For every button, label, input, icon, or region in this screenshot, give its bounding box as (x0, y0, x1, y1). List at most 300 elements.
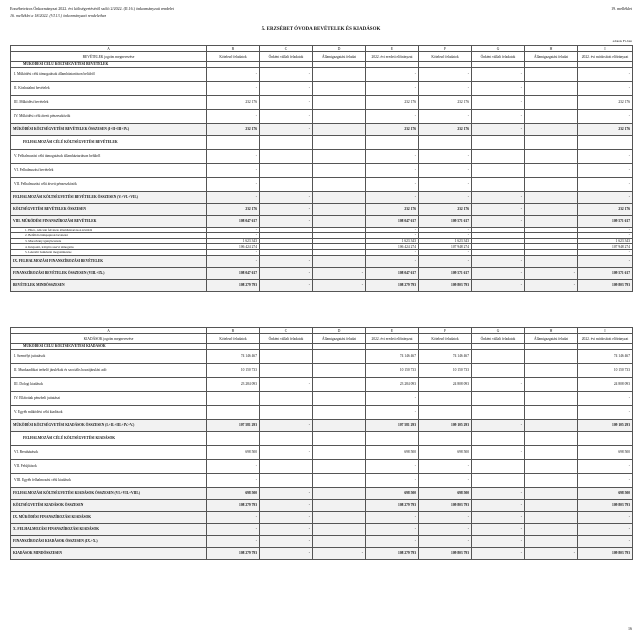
cell-value (472, 177, 525, 191)
cell-value: - (472, 419, 525, 431)
cell-value: 1 623 343 (207, 238, 260, 244)
cell-value: 10 150 733 (419, 363, 472, 377)
cell-value (525, 177, 578, 191)
column-letter: D (313, 46, 366, 52)
cell-value: 109 105 293 (419, 419, 472, 431)
cell-value: - (366, 459, 419, 473)
cell-value: - (366, 473, 419, 487)
cell-value (525, 487, 578, 499)
cell-value (313, 431, 366, 445)
cell-value: - (578, 149, 633, 163)
cell-value: 232 176 (578, 203, 633, 215)
cell-value: 232 176 (419, 95, 472, 109)
column-letter: G (472, 328, 525, 334)
cell-value: 232 176 (578, 123, 633, 135)
column-letter: A (11, 46, 207, 52)
cell-value (313, 191, 366, 203)
cell-value (472, 349, 525, 363)
column-header: Önként vállalt feladatok (260, 334, 313, 344)
cell-value: 24 808 093 (578, 377, 633, 391)
cell-value: 107 581 293 (366, 419, 419, 431)
cell-value: - (472, 523, 525, 535)
cell-value: - (472, 109, 525, 123)
column-header: KIADÁSOK jogcím megnevezése (11, 334, 207, 344)
cell-value (525, 363, 578, 377)
cell-value: 698 500 (207, 487, 260, 499)
row-label: FELHALMOZÁSI KÖLTSÉGVETÉSI KIADÁSOK ÖSSZESEN (VI.+VII.+VIII.) (11, 487, 207, 499)
cell-value (207, 405, 260, 419)
row-label: 1. Hitel-, kölcsön felvétele államháztartáson kívülről (11, 227, 207, 233)
cell-value: 108 047 617 (207, 215, 260, 227)
cell-value: 232 176 (578, 95, 633, 109)
row-label: III. Dologi kiadások (11, 377, 207, 391)
table-row (11, 191, 633, 203)
cell-value: 698 500 (366, 487, 419, 499)
cell-value (419, 431, 472, 445)
cell-value (260, 363, 313, 377)
cell-value (260, 177, 313, 191)
row-label: KÖLTSÉGVETÉSI BEVÉTELEK ÖSSZESEN (11, 203, 207, 215)
cell-value (313, 203, 366, 215)
header-line-1: Erzsébetváros Önkormányzat 2022. évi költségvetéséről szóló 2/2022. (II.16.) önkormányzati rendelet (10, 6, 174, 11)
cell-value (207, 135, 260, 149)
cell-value: 698 500 (207, 445, 260, 459)
cell-value: 232 176 (366, 123, 419, 135)
cell-value: - (366, 163, 419, 177)
cell-value: - (419, 191, 472, 203)
cell-value: - (366, 67, 419, 81)
cell-value (313, 377, 366, 391)
cell-value: - (260, 267, 313, 279)
cell-value: - (260, 445, 313, 459)
cell-value: - (419, 233, 472, 239)
cell-value: - (419, 473, 472, 487)
cell-value: - (578, 405, 633, 419)
table-row (11, 95, 633, 109)
cell-value (525, 511, 578, 523)
cell-value: - (207, 149, 260, 163)
cell-value: - (472, 547, 525, 559)
cell-value: - (472, 191, 525, 203)
cell-value: - (260, 123, 313, 135)
expense-table (10, 327, 633, 560)
table-row (11, 405, 633, 419)
cell-value: - (366, 191, 419, 203)
row-label: VII. Felhalmozási célú átvett pénzeszközök (11, 177, 207, 191)
cell-value (525, 535, 578, 547)
cell-value (525, 499, 578, 511)
column-letter: F (419, 328, 472, 334)
cell-value: 108 279 793 (366, 499, 419, 511)
header-line-2: 16. melléklet a 18/2022. (VI.13.) önkormányzati rendelethez (10, 13, 107, 18)
cell-value (313, 67, 366, 81)
table-row (11, 67, 633, 81)
column-letter: I (578, 328, 633, 334)
cell-value: - (472, 255, 525, 267)
row-label: IV. Működési célú átvett pénzeszközök (11, 109, 207, 123)
cell-value (419, 391, 472, 405)
cell-value: - (260, 535, 313, 547)
row-label: VI. Felhalmozási bevételek (11, 163, 207, 177)
cell-value: 1 623 343 (578, 238, 633, 244)
cell-value: - (525, 279, 578, 291)
row-label: 3. Maradvány igénybevétele (11, 238, 207, 244)
cell-value (260, 405, 313, 419)
page-title: 5. ERZSÉBET ÓVODA BEVÉTELEK ÉS KIADÁSOK (261, 27, 381, 32)
table-row (11, 419, 633, 431)
cell-value: 109 571 617 (419, 267, 472, 279)
table-row (11, 267, 633, 279)
cell-value (525, 419, 578, 431)
cell-value (525, 123, 578, 135)
cell-value: - (366, 109, 419, 123)
cell-value (260, 163, 313, 177)
cell-value (313, 419, 366, 431)
table-row (11, 547, 633, 559)
cell-value (313, 135, 366, 149)
cell-value: 108 047 617 (207, 267, 260, 279)
table-row (11, 109, 633, 123)
cell-value: - (419, 163, 472, 177)
cell-value: - (260, 419, 313, 431)
cell-value (313, 255, 366, 267)
cell-value (525, 391, 578, 405)
cell-value: 108 279 793 (207, 279, 260, 291)
cell-value: - (472, 499, 525, 511)
cell-value (260, 473, 313, 487)
cell-value: - (260, 523, 313, 535)
table-row (11, 363, 633, 377)
column-letter: B (207, 46, 260, 52)
cell-value (472, 363, 525, 377)
cell-value (525, 349, 578, 363)
column-header-row (11, 334, 633, 344)
cell-value: - (366, 405, 419, 419)
column-letter: C (260, 46, 313, 52)
cell-value (313, 363, 366, 377)
cell-value: - (366, 177, 419, 191)
cell-value: 109 571 617 (419, 215, 472, 227)
row-label: KÖLTSÉGVETÉSI KIADÁSOK ÖSSZESEN (11, 499, 207, 511)
table-row (11, 523, 633, 535)
cell-value: 109 803 793 (578, 547, 633, 559)
cell-value (313, 511, 366, 523)
row-label: 2. Belföldi értékpapírok bevételei (11, 233, 207, 239)
cell-value: - (472, 215, 525, 227)
cell-value: - (419, 81, 472, 95)
cell-value (313, 473, 366, 487)
row-label: MŰKÖDÉSI KÖLTSÉGVETÉSI BEVÉTELEK ÖSSZESEN (I+II+III+IV.) (11, 123, 207, 135)
table-row (11, 487, 633, 499)
cell-value: - (313, 279, 366, 291)
cell-value: - (578, 191, 633, 203)
cell-value: 1 623 343 (366, 238, 419, 244)
table-row (11, 445, 633, 459)
cell-value: - (260, 511, 313, 523)
row-label: II. Munkaadókat terhelő járulékok és szociális hozzájárulási adó (11, 363, 207, 377)
cell-value: - (472, 377, 525, 391)
cell-value (472, 431, 525, 445)
cell-value: - (419, 227, 472, 233)
cell-value: 109 105 293 (578, 419, 633, 431)
table-row (11, 123, 633, 135)
row-label: I. Működési célú támogatások államháztartáson belülről (11, 67, 207, 81)
cell-value (313, 95, 366, 109)
cell-value: - (578, 535, 633, 547)
cell-value: 232 176 (419, 203, 472, 215)
column-letter: H (525, 328, 578, 334)
cell-value (207, 391, 260, 405)
cell-value (419, 405, 472, 419)
cell-value (313, 535, 366, 547)
column-header: 2022. évi eredeti előirányzat (366, 52, 419, 62)
column-header: Kötelező feladatok (419, 334, 472, 344)
table-row (11, 135, 633, 149)
row-label: VIII. Egyéb felhalmozási célú kiadások (11, 473, 207, 487)
cell-value: - (472, 535, 525, 547)
cell-value: - (578, 473, 633, 487)
cell-value (313, 109, 366, 123)
cell-value (260, 391, 313, 405)
income-table (10, 45, 633, 292)
cell-value: - (207, 511, 260, 523)
cell-value: - (260, 377, 313, 391)
row-label: IV. Ellátottak pénzbeli juttatásai (11, 391, 207, 405)
row-label: MŰKÖDÉSI CÉLÚ KÖLTSÉGVETÉSI BEVÉTELEK (11, 62, 207, 68)
cell-value: 109 803 793 (578, 279, 633, 291)
cell-value (525, 523, 578, 535)
cell-value: - (260, 255, 313, 267)
cell-value: 74 146 467 (207, 349, 260, 363)
cell-value: - (419, 67, 472, 81)
cell-value: - (472, 279, 525, 291)
table-row (11, 177, 633, 191)
cell-value: - (472, 203, 525, 215)
cell-value (472, 163, 525, 177)
cell-value: - (260, 203, 313, 215)
cell-value (313, 215, 366, 227)
cell-value: - (578, 109, 633, 123)
row-label: VIII. MŰKÖDÉSI FINANSZÍROZÁSI BEVÉTELEK (11, 215, 207, 227)
column-header: Kötelező feladatok (419, 52, 472, 62)
cell-value (313, 163, 366, 177)
cell-value: - (207, 473, 260, 487)
cell-value (525, 377, 578, 391)
cell-value: - (472, 81, 525, 95)
page-number: 16 (628, 626, 632, 631)
cell-value: 698 500 (419, 445, 472, 459)
column-letter: A (11, 328, 207, 334)
row-label: VII. Felújítások (11, 459, 207, 473)
table-row (11, 473, 633, 487)
column-letter: D (313, 328, 366, 334)
cell-value (313, 149, 366, 163)
table-row (11, 459, 633, 473)
column-header: Államigazgatási feladat (313, 52, 366, 62)
cell-value (525, 95, 578, 109)
cell-value: - (207, 227, 260, 233)
cell-value: 107 581 293 (207, 419, 260, 431)
column-header: Államigazgatási feladat (525, 52, 578, 62)
cell-value: 109 803 793 (578, 499, 633, 511)
cell-value: - (207, 249, 260, 255)
cell-value: 10 150 733 (207, 363, 260, 377)
cell-value: - (260, 191, 313, 203)
column-header: Önként vállalt feladatok (260, 52, 313, 62)
column-letter: E (366, 328, 419, 334)
cell-value (313, 445, 366, 459)
cell-value (578, 431, 633, 445)
table-row (11, 215, 633, 227)
unit-note: adatok Ft-ban (612, 39, 632, 43)
cell-value: 108 279 793 (366, 279, 419, 291)
row-label: MŰKÖDÉSI CÉLÚ KÖLTSÉGVETÉSI KIADÁSOK (11, 344, 207, 350)
cell-value: 109 803 793 (419, 547, 472, 559)
cell-value (472, 149, 525, 163)
cell-value: - (525, 547, 578, 559)
cell-value: 24 808 093 (419, 377, 472, 391)
cell-value: 698 500 (578, 487, 633, 499)
cell-value: 108 279 793 (207, 547, 260, 559)
cell-value: 109 571 617 (578, 215, 633, 227)
annex-label: 19. melléklet (611, 6, 632, 11)
table-row (11, 279, 633, 291)
cell-value: - (207, 163, 260, 177)
cell-value: - (578, 67, 633, 81)
cell-value: - (207, 255, 260, 267)
cell-value: 109 803 793 (419, 279, 472, 291)
cell-value: 109 571 617 (578, 267, 633, 279)
cell-value (313, 523, 366, 535)
cell-value: - (207, 177, 260, 191)
table-row (11, 149, 633, 163)
cell-value: - (260, 487, 313, 499)
cell-value (472, 391, 525, 405)
column-letter: I (578, 46, 633, 52)
cell-value: 108 279 793 (207, 499, 260, 511)
cell-value (366, 431, 419, 445)
cell-value: - (366, 535, 419, 547)
row-label: VI. Beruházások (11, 445, 207, 459)
cell-value: 108 047 617 (366, 267, 419, 279)
column-header-row (11, 52, 633, 62)
cell-value: - (260, 279, 313, 291)
cell-value (472, 405, 525, 419)
cell-value: - (419, 511, 472, 523)
cell-value: - (260, 95, 313, 109)
cell-value: - (260, 109, 313, 123)
row-label: FELHALMOZÁSI CÉLÚ KÖLTSÉGVETÉSI BEVÉTELEK (11, 135, 207, 149)
cell-value: - (472, 267, 525, 279)
row-label: FINANSZÍROZÁSI BEVÉTELEK ÖSSZESEN (VIII.+IX.) (11, 267, 207, 279)
cell-value (260, 459, 313, 473)
row-label: 4. Központi, irányító szervi támogatás (11, 244, 207, 250)
cell-value: - (366, 391, 419, 405)
cell-value: - (260, 499, 313, 511)
column-letter: E (366, 46, 419, 52)
column-letter: B (207, 328, 260, 334)
column-header: Önként vállalt feladatok (472, 52, 525, 62)
cell-value: 23 284 093 (207, 377, 260, 391)
table-row (11, 511, 633, 523)
column-header: Államigazgatási feladat (313, 334, 366, 344)
cell-value: - (207, 459, 260, 473)
cell-value: 74 146 467 (419, 349, 472, 363)
column-header: Államigazgatási feladat (525, 334, 578, 344)
cell-value (525, 405, 578, 419)
cell-value: - (207, 191, 260, 203)
row-label: MŰKÖDÉSI KÖLTSÉGVETÉSI KIADÁSOK ÖSSZESEN (I.+II.+III.+IV.+V.) (11, 419, 207, 431)
cell-value (260, 349, 313, 363)
cell-value: - (419, 149, 472, 163)
row-label: IX. MŰKÖDÉSI FINANSZÍROZÁSI KIADÁSOK (11, 511, 207, 523)
cell-value: - (578, 249, 633, 255)
row-label: V. Egyéb működési célú kiadások (11, 405, 207, 419)
cell-value: 232 176 (419, 123, 472, 135)
column-header: Kötelező feladatok (207, 334, 260, 344)
column-header: 2022. évi módosított előirányzat (578, 334, 633, 344)
cell-value: - (472, 445, 525, 459)
cell-value: - (313, 267, 366, 279)
cell-value: - (419, 535, 472, 547)
cell-value (313, 349, 366, 363)
cell-value: 1 623 343 (419, 238, 472, 244)
cell-value (366, 135, 419, 149)
cell-value: - (366, 249, 419, 255)
row-label: KIADÁSOK MINDÖSSZESEN (11, 547, 207, 559)
cell-value: - (578, 523, 633, 535)
cell-value: - (419, 459, 472, 473)
cell-value: - (260, 215, 313, 227)
cell-value (525, 445, 578, 459)
row-label: BEVÉTELEK MINDÖSSZESEN (11, 279, 207, 291)
cell-value (207, 431, 260, 445)
cell-value (525, 431, 578, 445)
table-row (11, 391, 633, 405)
table-row (11, 349, 633, 363)
cell-value (472, 459, 525, 473)
cell-value: - (207, 535, 260, 547)
cell-value: - (207, 109, 260, 123)
cell-value: - (419, 249, 472, 255)
cell-value: - (207, 81, 260, 95)
row-label: II. Közhatalmi bevételek (11, 81, 207, 95)
cell-value: - (366, 149, 419, 163)
cell-value: - (366, 81, 419, 95)
cell-value: - (207, 523, 260, 535)
cell-value: - (207, 233, 260, 239)
cell-value (472, 135, 525, 149)
cell-value: 232 176 (366, 203, 419, 215)
cell-value: 698 500 (366, 445, 419, 459)
table-row (11, 203, 633, 215)
row-label: III. Működési bevételek (11, 95, 207, 109)
cell-value: - (207, 67, 260, 81)
cell-value (578, 135, 633, 149)
row-label: I. Személyi juttatások (11, 349, 207, 363)
cell-value (260, 135, 313, 149)
cell-value: - (366, 255, 419, 267)
cell-value (313, 177, 366, 191)
cell-value: - (260, 81, 313, 95)
cell-value (313, 391, 366, 405)
cell-value: - (419, 109, 472, 123)
cell-value (260, 149, 313, 163)
cell-value: 10 150 733 (578, 363, 633, 377)
cell-value: - (578, 233, 633, 239)
cell-value (472, 473, 525, 487)
column-letter: F (419, 46, 472, 52)
